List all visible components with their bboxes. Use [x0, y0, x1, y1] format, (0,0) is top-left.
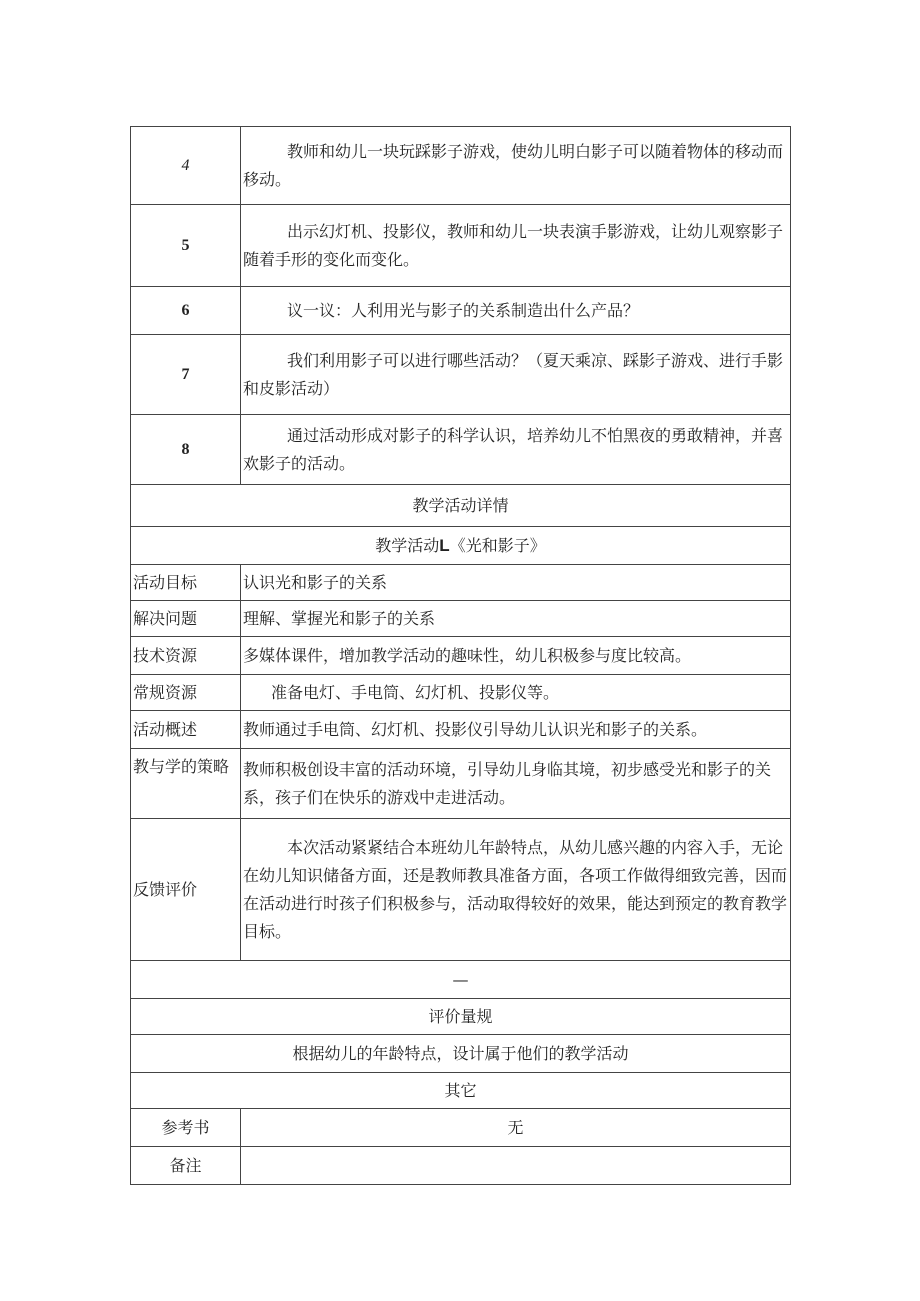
- field-label: 教与学的策略: [131, 749, 241, 819]
- step-row: [131, 287, 791, 335]
- remarks-value: [241, 1147, 791, 1185]
- field-label: 活动目标: [131, 565, 241, 601]
- step-text: 通过活动形成对影子的科学认识，培养幼儿不怕黑夜的勇敢精神，并喜欢影子的活动。: [241, 415, 791, 485]
- field-row: [131, 711, 791, 749]
- field-value: 认识光和影子的关系: [241, 565, 791, 601]
- rubric-heading: 评价量规: [131, 999, 791, 1035]
- field-row: [131, 749, 791, 819]
- field-row: [131, 637, 791, 675]
- field-row: [131, 819, 791, 961]
- separator-dash: —: [131, 961, 791, 999]
- activity-name: 《光和影子》: [449, 535, 546, 555]
- step-number: 4: [131, 127, 241, 205]
- activity-title: [131, 527, 791, 565]
- remarks-row: [131, 1147, 791, 1185]
- field-value: 准备电灯、手电筒、幻灯机、投影仪等。: [241, 675, 791, 711]
- step-row: [131, 205, 791, 287]
- field-label: 常规资源: [131, 675, 241, 711]
- activity-prefix: 教学活动: [375, 535, 440, 555]
- rubric-text: 根据幼儿的年龄特点，设计属于他们的教学活动: [131, 1035, 791, 1073]
- field-row: [131, 565, 791, 601]
- other-heading: 其它: [131, 1073, 791, 1109]
- field-row: [131, 601, 791, 637]
- step-number: 5: [131, 205, 241, 287]
- field-row: [131, 675, 791, 711]
- lesson-plan-table: [130, 126, 791, 1185]
- step-row: [131, 415, 791, 485]
- field-label: 技术资源: [131, 637, 241, 675]
- step-text: 出示幻灯机、投影仪，教师和幼儿一块表演手影游戏，让幼儿观察影子随着手形的变化而变化。: [241, 205, 791, 287]
- step-text: 议一议：人利用光与影子的关系制造出什么产品？: [241, 287, 791, 335]
- field-label: 解决问题: [131, 601, 241, 637]
- reference-value: 无: [241, 1109, 791, 1147]
- step-number: 8: [131, 415, 241, 485]
- reference-label: 参考书: [131, 1109, 241, 1147]
- field-value: 教师积极创设丰富的活动环境，引导幼儿身临其境，初步感受光和影子的关系，孩子们在快乐的游戏中走进活动。: [241, 749, 791, 819]
- step-text: 教师和幼儿一块玩踩影子游戏，使幼儿明白影子可以随着物体的移动而移动。: [241, 127, 791, 205]
- step-number: 6: [131, 287, 241, 335]
- field-value: 多媒体课件，增加教学活动的趣味性，幼儿积极参与度比较高。: [241, 637, 791, 675]
- remarks-label: 备注: [131, 1147, 241, 1185]
- field-value: 本次活动紧紧结合本班幼儿年龄特点，从幼儿感兴趣的内容入手，无论在幼儿知识储备方面，还是教师教具准备方面，各项工作做得细致完善，因而在活动进行时孩子们积极参与，活动取得较好的效果，能达到预定的教育教学目标。: [241, 819, 791, 961]
- reference-row: [131, 1109, 791, 1147]
- activity-letter: L: [439, 535, 450, 555]
- field-value: 教师通过手电筒、幻灯机、投影仪引导幼儿认识光和影子的关系。: [241, 711, 791, 749]
- detail-heading: 教学活动详情: [131, 485, 791, 527]
- step-row: [131, 335, 791, 415]
- step-text: 我们利用影子可以进行哪些活动？（夏天乘凉、踩影子游戏、进行手影和皮影活动）: [241, 335, 791, 415]
- step-row: [131, 127, 791, 205]
- field-label: 活动概述: [131, 711, 241, 749]
- step-number: 7: [131, 335, 241, 415]
- field-label: 反馈评价: [131, 819, 241, 961]
- field-value: 理解、掌握光和影子的关系: [241, 601, 791, 637]
